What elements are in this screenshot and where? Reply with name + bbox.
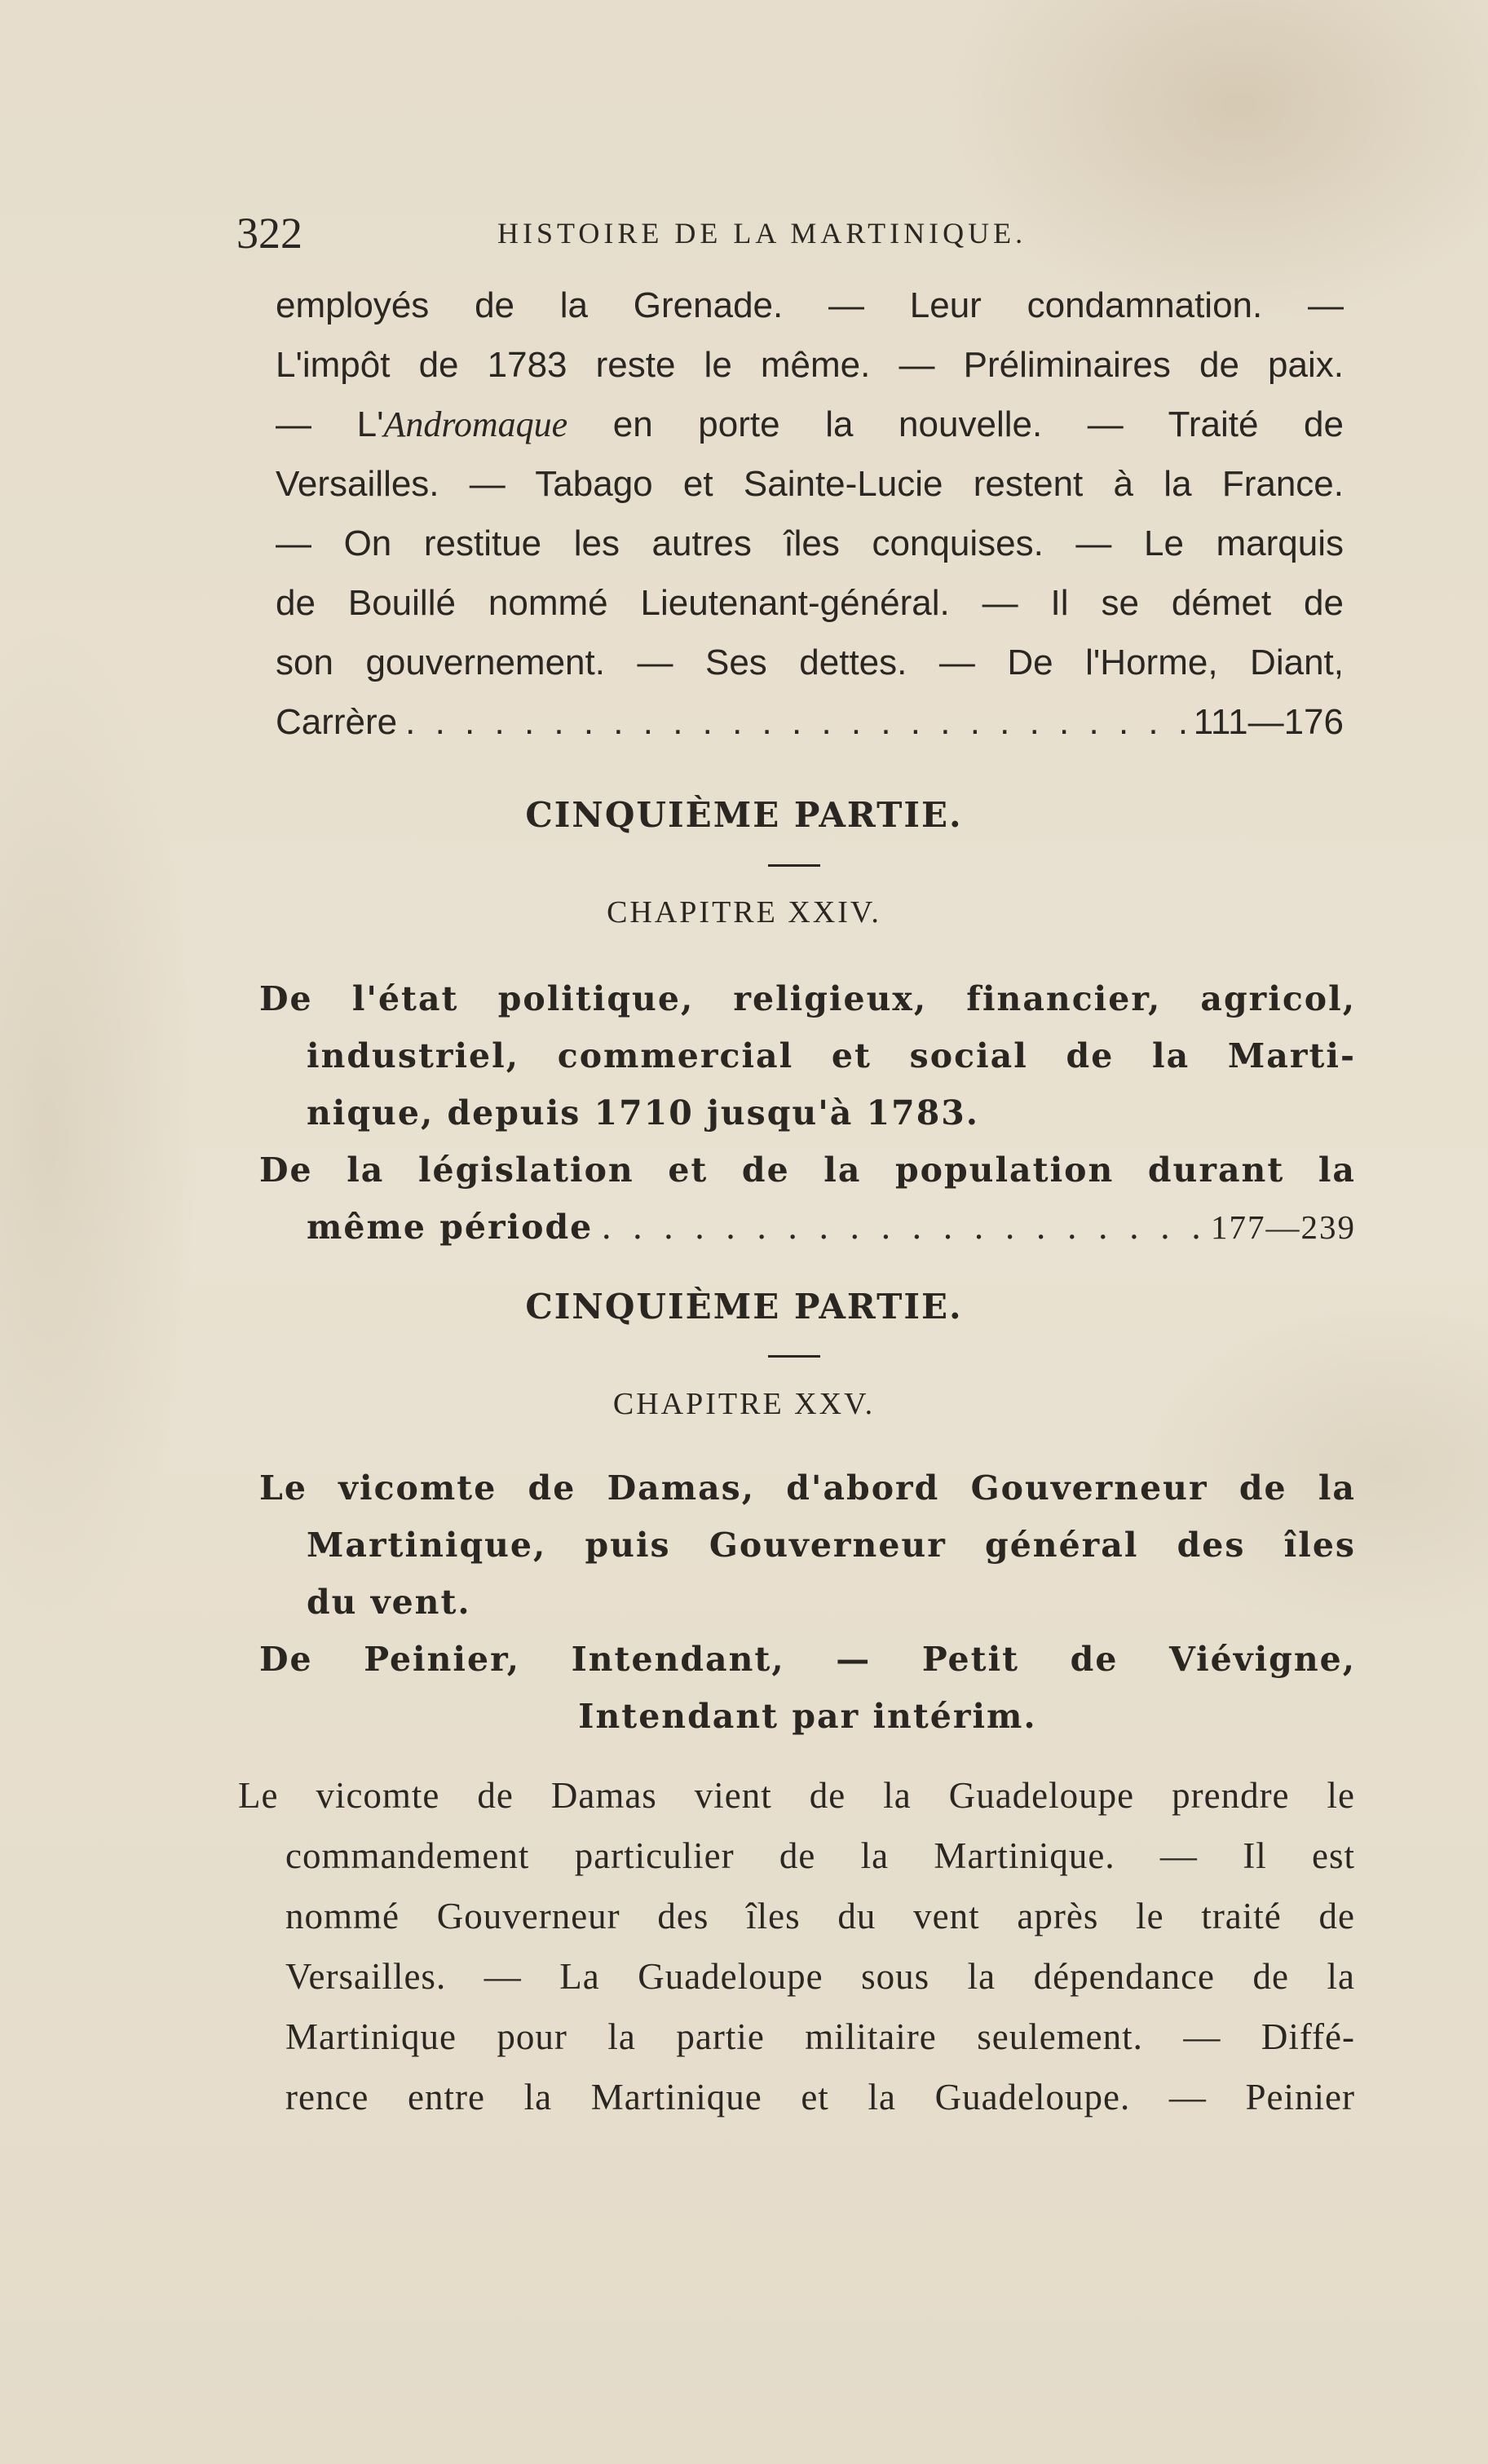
chapter-title-line: Intendant par intérim. — [578, 1697, 1037, 1736]
running-head — [236, 208, 1321, 265]
ship-name: Andromaque — [383, 404, 568, 444]
chapter-title-line: du vent. — [307, 1583, 471, 1622]
chapter-title-line: De Peinier, Intendant, — Petit de Viévigne, — [259, 1640, 1356, 1679]
summary-line: — On restitue les autres îles conquises. — Le marquis — [276, 523, 1344, 563]
body-line: Le vicomte de Damas vient de la Guadeloupe prendre le — [238, 1775, 1355, 1816]
chapter-heading: CHAPITRE XXIV. — [607, 895, 881, 930]
body-line: rence entre la Martinique et la Guadeloupe. — Peinier — [285, 2077, 1355, 2117]
section-rule — [768, 864, 820, 867]
page-range: 111—176 — [1193, 702, 1344, 742]
chapter-title-line: Martinique, puis Gouverneur général des îles — [307, 1526, 1356, 1565]
summary-line — [276, 395, 1344, 454]
chapter-title-line: De l'état politique, religieux, financier, agricol, — [259, 979, 1356, 1018]
chapter-title-line: De la législation et de la population durant la — [259, 1150, 1356, 1190]
summary-last-text: Carrère — [276, 702, 398, 742]
summary-fragment: — L' — [276, 404, 384, 444]
chapter-summary — [238, 1765, 1355, 2127]
summary-fragment: en porte la nouvelle. — Traité de — [567, 404, 1344, 444]
chapter-25-title — [259, 1459, 1356, 1745]
running-title: HISTOIRE DE LA MARTINIQUE. — [497, 217, 1027, 249]
body-line: Martinique pour la partie militaire seulement. — Diffé- — [285, 2016, 1355, 2057]
chapter-title-line: nique, depuis 1710 jusqu'à 1783. — [307, 1093, 980, 1133]
body-line: commandement particulier de la Martinique. — Il est — [285, 1835, 1355, 1876]
chapter-summary-continued — [276, 276, 1344, 752]
chapter-title-last-line — [259, 1199, 1356, 1256]
chapter-24-title — [259, 970, 1356, 1256]
dot-leader — [601, 1199, 1203, 1256]
part-heading: CINQUIÈME PARTIE. — [525, 1287, 963, 1327]
dot-leader — [405, 692, 1186, 752]
body-line: Versailles. — La Guadeloupe sous la dépendance de la — [285, 1956, 1355, 1997]
chapter-title-last-text: même période — [307, 1208, 594, 1247]
chapter-title-line: Le vicomte de Damas, d'abord Gouverneur de la — [259, 1468, 1356, 1508]
part-heading: CINQUIÈME PARTIE. — [525, 795, 963, 835]
section-rule — [768, 1355, 820, 1358]
summary-line: de Bouillé nommé Lieutenant-général. — Il se démet de — [276, 583, 1344, 623]
page-number: 322 — [236, 209, 302, 258]
chapter-title-line: industriel, commercial et social de la Marti- — [307, 1036, 1356, 1075]
page-range: 177—239 — [1211, 1208, 1356, 1246]
body-line: nommé Gouverneur des îles du vent après le traité de — [285, 1896, 1355, 1936]
chapter-heading: CHAPITRE XXV. — [612, 1387, 876, 1421]
summary-line: Versailles. — Tabago et Sainte-Lucie restent à la France. — [276, 464, 1344, 504]
summary-line: L'impôt de 1783 reste le même. — Préliminaires de paix. — [276, 345, 1344, 385]
summary-line: son gouvernement. — Ses dettes. — De l'Horme, Diant, — [276, 642, 1344, 682]
summary-last-line — [276, 692, 1344, 752]
summary-line: employés de la Grenade. — Leur condamnation. — — [276, 285, 1344, 325]
